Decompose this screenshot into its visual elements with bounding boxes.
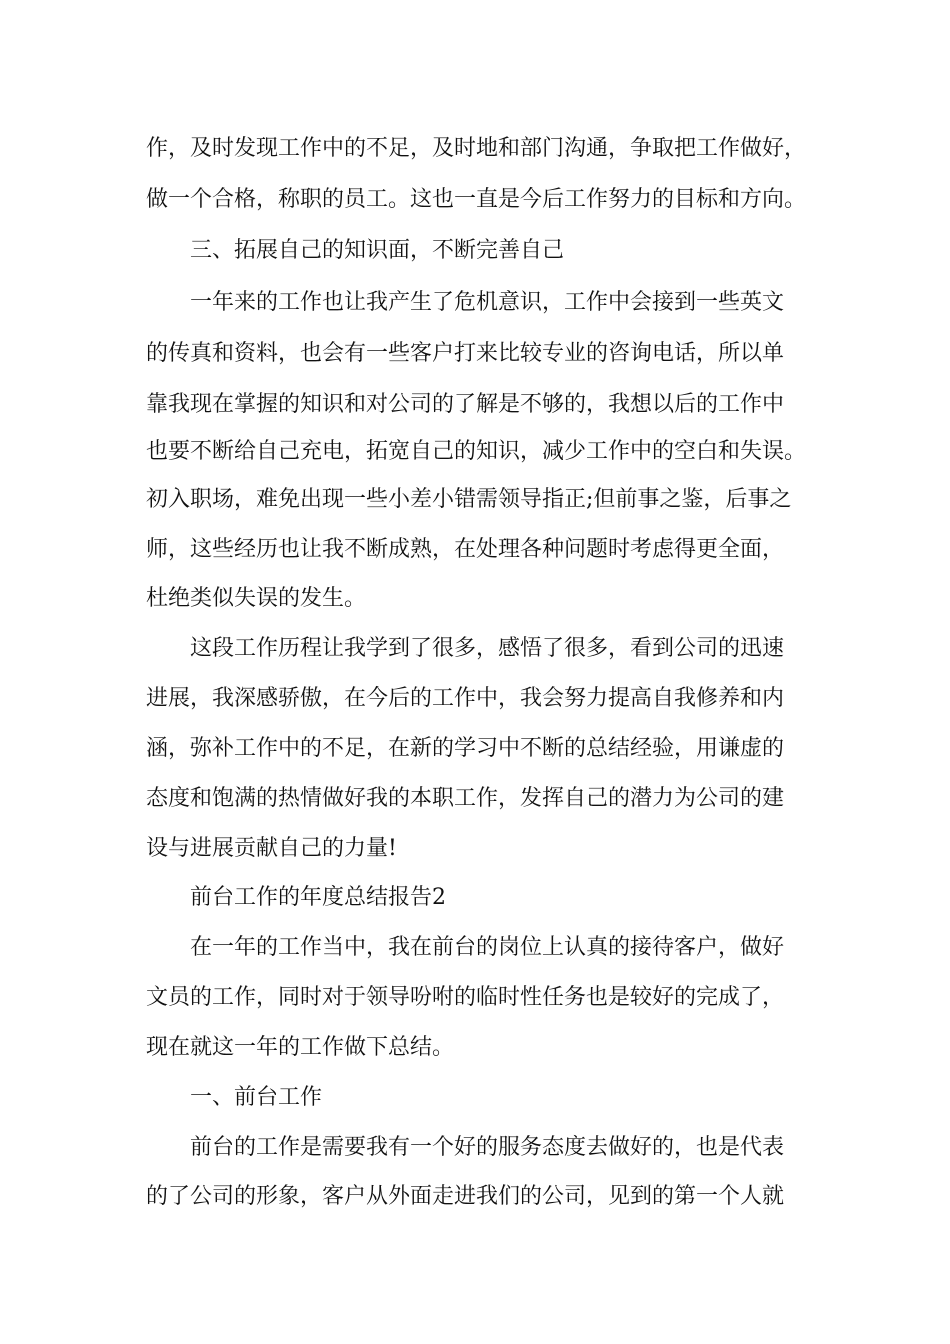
text-line: 进展，我深感骄傲，在今后的工作中，我会努力提高自我修养和内 [146, 686, 785, 711]
section-heading: 三、拓展自己的知识面，不断完善自己 [190, 238, 565, 263]
text-line: 这段工作历程让我学到了很多，感悟了很多，看到公司的迅速 [190, 636, 785, 661]
text-line: 做一个合格，称职的员工。这也一直是今后工作努力的目标和方向。 [146, 187, 807, 212]
text-line: 杜绝类似失误的发生。 [146, 586, 367, 611]
text-line: 在一年的工作当中，我在前台的岗位上认真的接待客户，做好 [190, 935, 785, 960]
text-line: 涵，弥补工作中的不足，在新的学习中不断的总结经验，用谦虚的 [146, 736, 785, 761]
text-line: 前台的工作是需要我有一个好的服务态度去做好的，也是代表 [190, 1135, 785, 1160]
text-line: 文员的工作，同时对于领导吩咐的临时性任务也是较好的完成了， [146, 985, 785, 1010]
text-line: 靠我现在掌握的知识和对公司的了解是不够的，我想以后的工作中 [146, 392, 785, 417]
text-line: 现在就这一年的工作做下总结。 [146, 1035, 455, 1060]
text-line: 初入职场，难免出现一些小差小错需领导指正;但前事之鉴，后事之 [146, 487, 792, 512]
section-heading: 一、前台工作 [190, 1085, 323, 1110]
text-line: 的传真和资料，也会有一些客户打来比较专业的咨询电话，所以单 [146, 341, 785, 366]
text-line: 态度和饱满的热情做好我的本职工作，发挥自己的潜力为公司的建 [146, 786, 785, 811]
text-line: 设与进展贡献自己的力量! [146, 836, 397, 861]
text-line: 的了公司的形象，客户从外面走进我们的公司，见到的第一个人就 [146, 1184, 785, 1209]
text-line: 也要不断给自己充电，拓宽自己的知识，减少工作中的空白和失误。 [146, 439, 807, 464]
text-line: 师，这些经历也让我不断成熟，在处理各种问题时考虑得更全面， [146, 537, 785, 562]
text-line: 作，及时发现工作中的不足，及时地和部门沟通，争取把工作做好， [146, 136, 807, 161]
text-line: 一年来的工作也让我产生了危机意识，工作中会接到一些英文 [190, 290, 785, 315]
report-title: 前台工作的年度总结报告2 [190, 885, 446, 910]
